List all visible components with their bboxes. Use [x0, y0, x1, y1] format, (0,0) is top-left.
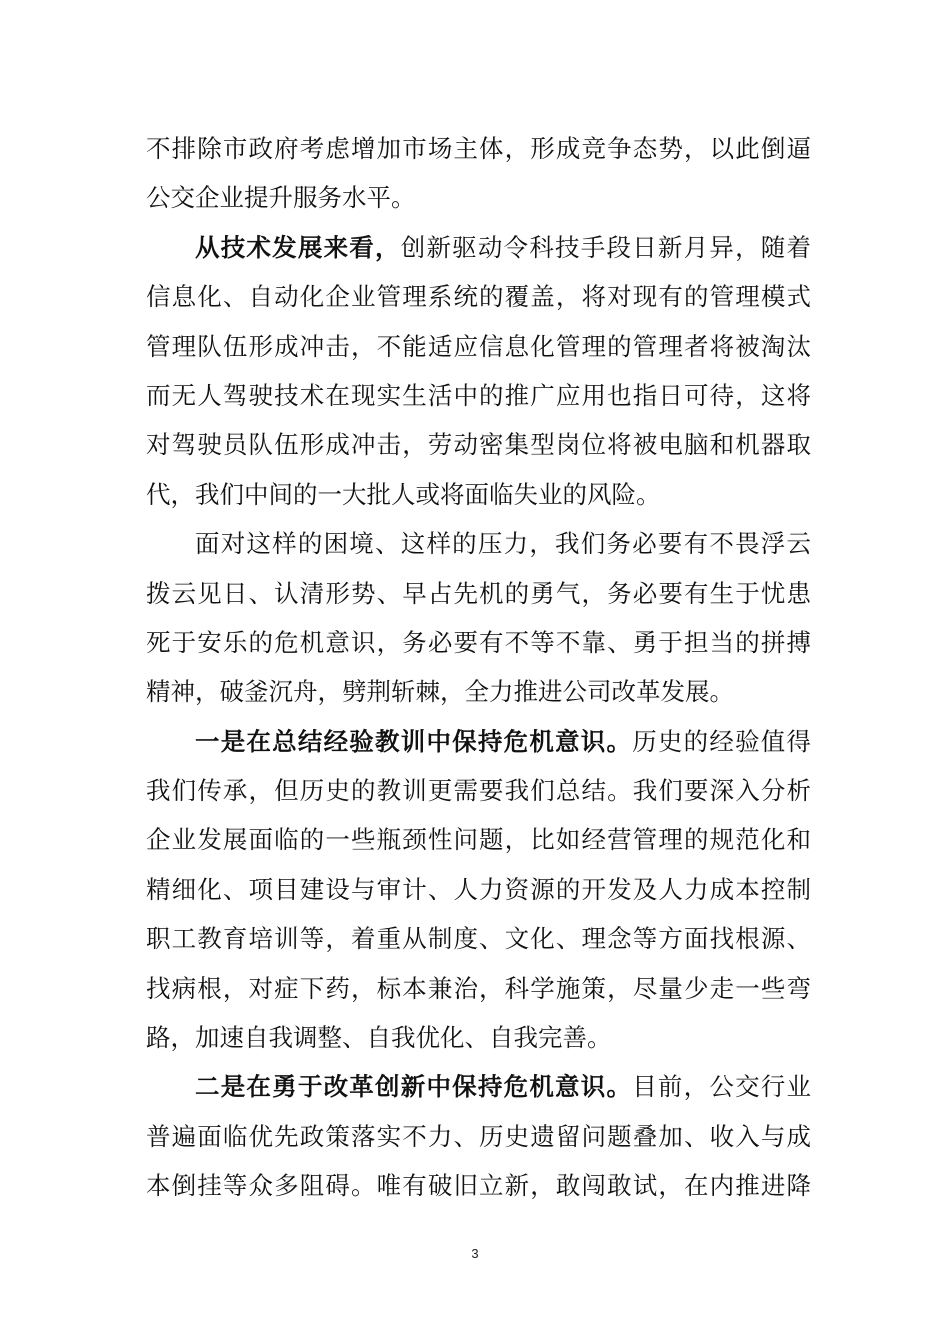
text-line: [146, 1161, 811, 1210]
line-text: 对驾驶员队伍形成冲击，劳动密集型岗位将被电脑和机器取: [146, 430, 811, 460]
text-line: [146, 470, 811, 519]
line-text: 信息化、自动化企业管理系统的覆盖，将对现有的管理模式: [146, 282, 811, 312]
text-line: [146, 667, 811, 716]
text-line: [146, 223, 811, 272]
text-line: [146, 1062, 811, 1111]
document-body: [146, 124, 811, 1211]
text-line: [146, 815, 811, 864]
line-text: 精细化、项目建设与审计、人力资源的开发及人力成本控制: [146, 874, 811, 904]
text-line: [146, 272, 811, 321]
bold-lead-phrase: 二是在勇于改革创新中保持危机意识。: [195, 1072, 633, 1102]
text-line: [146, 1112, 811, 1161]
line-text: 面对这样的困境、这样的压力，我们务必要有不畏浮云: [195, 529, 811, 559]
line-text: 拨云见日、认清形势、早占先机的勇气，务必要有生于忧患: [146, 578, 811, 608]
text-line: [146, 173, 811, 222]
line-text: 目前，公交行业: [632, 1072, 811, 1102]
text-line: [146, 124, 811, 173]
line-text: 企业发展面临的一些瓶颈性问题，比如经营管理的规范化和: [146, 825, 811, 855]
text-line: [146, 569, 811, 618]
line-text: 找病根，对症下药，标本兼治，科学施策，尽量少走一些弯: [146, 973, 811, 1003]
line-text: 创新驱动令科技手段日新月异，随着: [400, 232, 811, 262]
line-text: 路，加速自我调整、自我优化、自我完善。: [146, 1023, 612, 1053]
text-line: [146, 766, 811, 815]
line-text: 精神，破釜沉舟，劈荆斩棘，全力推进公司改革发展。: [146, 677, 734, 707]
text-line: [146, 717, 811, 766]
line-text: 普遍面临优先政策落实不力、历史遗留问题叠加、收入与成: [146, 1121, 811, 1151]
text-line: [146, 865, 811, 914]
text-line: [146, 1013, 811, 1062]
text-line: [146, 914, 811, 963]
line-text: 死于安乐的危机意识，务必要有不等不靠、勇于担当的拼搏: [146, 627, 811, 657]
bold-lead-phrase: 从技术发展来看，: [195, 232, 401, 262]
line-text: 不排除市政府考虑增加市场主体，形成竞争态势，以此倒逼: [146, 134, 811, 163]
page-number: 3: [471, 1246, 479, 1261]
line-text: 我们传承，但历史的教训更需要我们总结。我们要深入分析: [146, 776, 811, 806]
bold-lead-phrase: 一是在总结经验教训中保持危机意识。: [195, 726, 633, 756]
text-line: [146, 519, 811, 568]
text-line: [146, 371, 811, 420]
text-line: [146, 964, 811, 1013]
text-line: [146, 420, 811, 469]
line-text: 而无人驾驶技术在现实生活中的推广应用也指日可待，这将: [146, 380, 811, 410]
line-text: 历史的经验值得: [632, 726, 811, 756]
line-text: 本倒挂等众多阻碍。唯有破旧立新，敢闯敢试，在内推进降: [146, 1171, 811, 1201]
line-text: 公交企业提升服务水平。: [146, 183, 416, 213]
text-line: [146, 322, 811, 371]
line-text: 管理队伍形成冲击，不能适应信息化管理的管理者将被淘汰: [146, 331, 811, 361]
text-line: [146, 618, 811, 667]
line-text: 代，我们中间的一大批人或将面临失业的风险。: [146, 479, 661, 509]
line-text: 职工教育培训等，着重从制度、文化、理念等方面找根源、: [146, 924, 811, 954]
